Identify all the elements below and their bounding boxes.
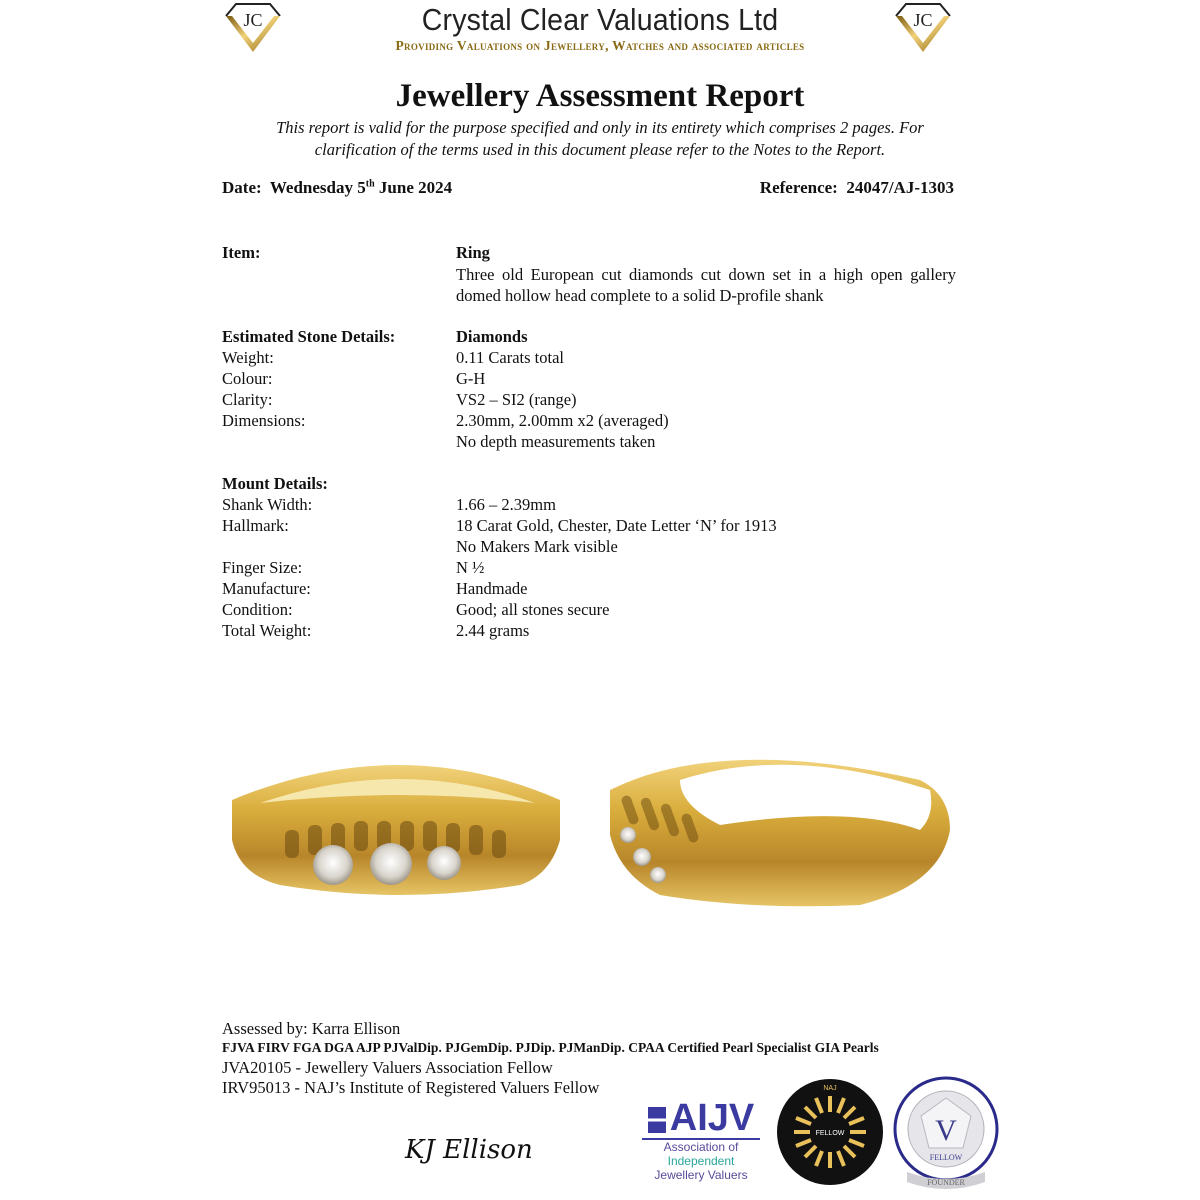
stone-dimensions-label: Dimensions: [222, 411, 306, 430]
manufacture-value: Handmade [456, 579, 528, 598]
shank-width-label: Shank Width: [222, 495, 313, 514]
aijv-line-2: Independent [667, 1154, 735, 1168]
svg-text:FELLOW: FELLOW [815, 1130, 845, 1137]
stone-weight-label: Weight: [222, 348, 274, 367]
assessor-signature: KJ Ellison [405, 1135, 533, 1165]
finger-size-value: N ½ [456, 558, 485, 577]
svg-text:JC: JC [913, 10, 933, 30]
stone-clarity-label: Clarity: [222, 390, 273, 409]
svg-text:NAJ: NAJ [823, 1085, 837, 1092]
stone-clarity-value: VS2 – SI2 (range) [456, 390, 577, 409]
assessor-qualifications: FJVA FIRV FGA DGA AJP PJValDip. PJGemDip. PJDip. PJManDip. CPAA Certified Pearl Specialist GIA Pearls [222, 1040, 879, 1055]
aijv-line-3: Jewellery Valuers [654, 1168, 748, 1182]
date-value: Wednesday 5th June 2024 [269, 178, 453, 197]
makers-mark-note: No Makers Mark visible [456, 537, 618, 556]
membership-irv: IRV95013 - NAJ’s Institute of Registered Valuers Fellow [222, 1078, 600, 1097]
stone-details-heading: Estimated Stone Details: [222, 327, 396, 346]
aijv-badge [636, 1098, 766, 1188]
aijv-squares-icon [648, 1107, 666, 1133]
total-weight-label: Total Weight: [222, 621, 312, 640]
stone-weight-value: 0.11 Carats total [456, 348, 564, 367]
disclaimer-line-1: This report is valid for the purpose specified and only in its entirety which comprises 2 pages. For [276, 118, 924, 137]
company-tagline: Providing Valuations on Jewellery, Watches and associated articles [395, 38, 805, 53]
membership-jva: JVA20105 - Jewellery Valuers Association Fellow [222, 1058, 553, 1077]
svg-text:JC: JC [243, 10, 263, 30]
report-title: Jewellery Assessment Report [395, 78, 805, 114]
report-reference [760, 178, 954, 198]
report-date [222, 178, 452, 198]
ring-side-view-image [600, 735, 960, 910]
stone-colour-value: G-H [456, 369, 486, 388]
ring-front-view-image [220, 735, 580, 910]
date-label: Date: [222, 178, 262, 197]
disclaimer-line-2: clarification of the terms used in this document please refer to the Notes to the Report. [314, 140, 886, 159]
item-description: Three old European cut diamonds cut down set in a high open gallery domed hollow head complete to a solid D-profile shank [456, 265, 956, 305]
stone-dimensions-value: 2.30mm, 2.00mm x2 (averaged) [456, 411, 669, 430]
manufacture-label: Manufacture: [222, 579, 311, 598]
condition-label: Condition: [222, 600, 293, 619]
svg-text:FELLOW: FELLOW [929, 1153, 963, 1162]
jva-fellow-founder-badge [893, 1076, 999, 1192]
hallmark-label: Hallmark: [222, 516, 289, 535]
finger-size-label: Finger Size: [222, 558, 303, 577]
assessed-by: Assessed by: Karra Ellison [222, 1019, 401, 1038]
svg-text:FOUNDER: FOUNDER [927, 1178, 965, 1187]
aijv-line-1: Association of [663, 1140, 739, 1154]
item-type: Ring [456, 243, 490, 262]
reference-label: Reference: [759, 178, 838, 197]
aijv-logo: AIJV [636, 1098, 766, 1138]
shank-width-value: 1.66 – 2.39mm [456, 495, 556, 514]
stone-colour-label: Colour: [222, 369, 273, 388]
total-weight-value: 2.44 grams [456, 621, 530, 640]
report-disclaimer [220, 117, 980, 161]
hallmark-value: 18 Carat Gold, Chester, Date Letter ‘N’ for 1913 [456, 516, 777, 535]
reference-value: 24047/AJ-1303 [846, 178, 954, 197]
stone-depth-note: No depth measurements taken [456, 432, 656, 451]
stone-type: Diamonds [456, 327, 528, 346]
item-label: Item: [222, 243, 261, 262]
condition-value: Good; all stones secure [456, 600, 610, 619]
naj-fellow-badge [776, 1078, 884, 1186]
company-name: Crystal Clear Valuations Ltd [421, 2, 779, 37]
mount-details-heading: Mount Details: [222, 474, 328, 493]
svg-text:V: V [935, 1114, 957, 1147]
